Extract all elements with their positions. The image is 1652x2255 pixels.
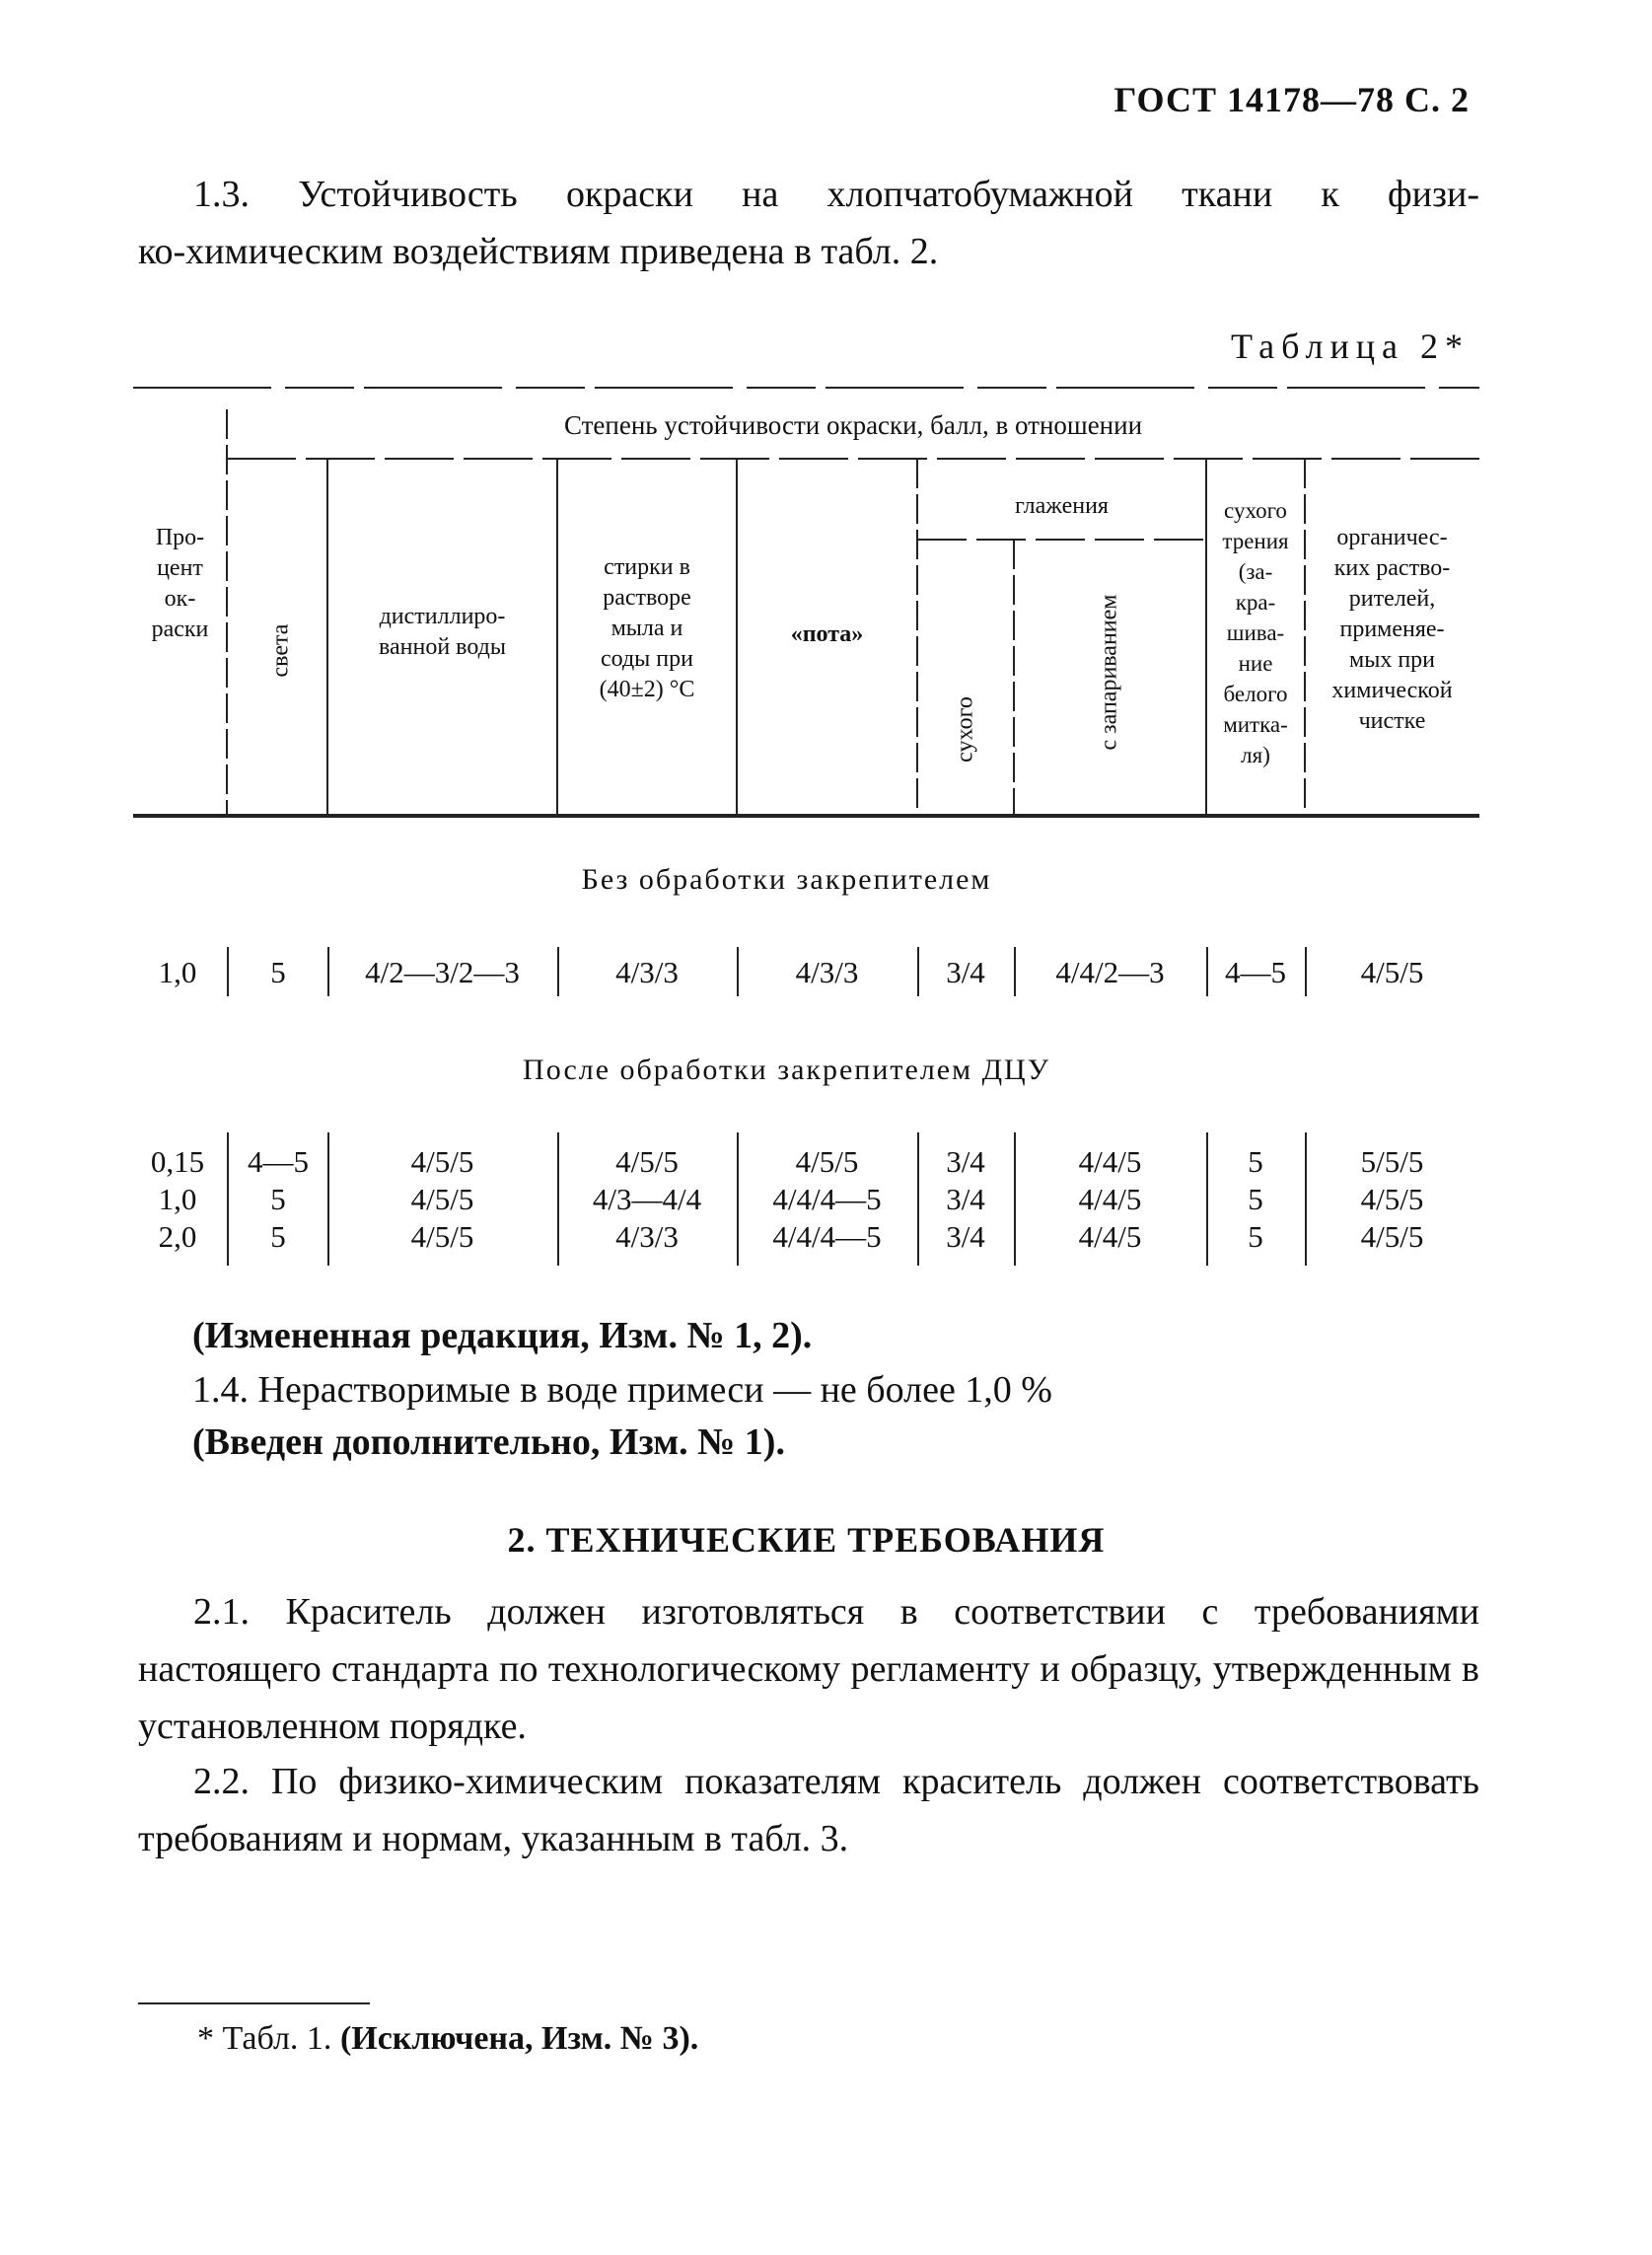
cell-ironing-dry: 3/4: [946, 1219, 985, 1254]
section1-title: Без обработки закрепителем: [581, 863, 992, 896]
footnote-text: (Исключена, Изм. № 3).: [339, 2020, 699, 2057]
cell-dry-rub: 5: [1248, 1182, 1263, 1216]
cell-organic-solvents: 4/5/5: [1360, 1182, 1424, 1216]
amended-note: (Измененная редакция, Изм. № 1, 2).: [192, 1315, 813, 1356]
table-row: [133, 955, 1479, 994]
footnote-rule: [138, 2002, 370, 2004]
cell-percent: 0,15: [150, 1144, 205, 1179]
footnote-mark: * Табл. 1.: [197, 2020, 340, 2057]
header-percent: Про- цент ок- раски: [151, 525, 209, 642]
header-sweat: «пота»: [790, 621, 864, 647]
cell-distilled-water: 4/2—3/2—3: [365, 955, 520, 989]
cell-ironing-steam: 4/4/5: [1078, 1219, 1142, 1254]
cell-sweat: 4/5/5: [795, 1144, 859, 1179]
cell-distilled-water: 4/5/5: [410, 1144, 474, 1179]
header-dry-rub: сухого трения (за- кра- шива- ние белого митка- ля): [1222, 498, 1289, 767]
cell-percent: 1,0: [158, 1182, 197, 1216]
header-ironing-dry: сухого: [952, 696, 978, 763]
clause-1-3: [138, 166, 1479, 280]
cell-organic-solvents: 4/5/5: [1360, 955, 1424, 989]
cell-light: 4—5: [248, 1144, 309, 1179]
cell-dry-rub: 5: [1248, 1144, 1263, 1179]
cell-percent: 1,0: [158, 955, 197, 989]
page-header: ГОСТ 14178—78 С. 2: [1113, 80, 1470, 119]
table-row: [133, 1144, 1479, 1184]
table-row: [133, 1219, 1479, 1259]
header-organic-solvents: органичес- ких раство- рителей, применяе- мых при химической чистке: [1331, 525, 1453, 734]
section2-title: 2. ТЕХНИЧЕСКИЕ ТРЕБОВАНИЯ: [507, 1520, 1106, 1560]
cell-distilled-water: 4/5/5: [410, 1182, 474, 1216]
header-ironing: глажения: [1015, 493, 1109, 519]
cell-light: 5: [270, 955, 286, 989]
clause-2-1: 2.1. Краситель должен изготовляться в соответствии с требованиями настоящего стандарта по технологическому регламенту и образцу, утвержденным в установленном порядке.: [138, 1591, 1479, 1747]
cell-soap-wash: 4/5/5: [615, 1144, 679, 1179]
cell-ironing-dry: 3/4: [946, 1144, 985, 1179]
cell-organic-solvents: 4/5/5: [1360, 1219, 1424, 1254]
section2-title: После обработки закрепителем ДЦУ: [523, 1054, 1050, 1086]
cell-sweat: 4/4/4—5: [772, 1219, 882, 1254]
cell-ironing-dry: 3/4: [946, 1182, 985, 1216]
cell-sweat: 4/3/3: [795, 955, 859, 989]
table-row: [133, 1182, 1479, 1221]
table-header: [133, 385, 1479, 819]
cell-ironing-steam: 4/4/5: [1078, 1144, 1142, 1179]
header-ironing-steam: с запариванием: [1096, 594, 1122, 751]
clause-1-3-line1: 1.3. Устойчивость окраски на хлопчатобумажной ткани к физи-: [193, 174, 1479, 215]
clause-1-3-line2: ко-химическим воздействиям приведена в табл. 2.: [138, 231, 939, 272]
cell-percent: 2,0: [158, 1219, 197, 1254]
cell-light: 5: [270, 1182, 286, 1216]
cell-dry-rub: 5: [1248, 1219, 1263, 1254]
cell-ironing-dry: 3/4: [946, 955, 985, 989]
footnote: [197, 2020, 698, 2058]
header-light: света: [267, 623, 294, 678]
cell-ironing-steam: 4/4/5: [1078, 1182, 1142, 1216]
introduced-note: (Введен дополнительно, Изм. № 1).: [192, 1421, 785, 1463]
cell-soap-wash: 4/3/3: [615, 1219, 679, 1254]
cell-soap-wash: 4/3—4/4: [592, 1182, 702, 1216]
clause-2-2: 2.2. По физико-химическим показателям краситель должен соответствовать требованиям и нормам, указанным в табл. 3.: [138, 1761, 1479, 1859]
clause-1-4: 1.4. Нерастворимые в воде примеси — не более 1,0 %: [192, 1369, 1052, 1411]
table-caption: Таблица 2*: [1231, 327, 1470, 366]
cell-dry-rub: 4—5: [1225, 955, 1286, 989]
header-distilled-water: дистиллиро- ванной воды: [378, 604, 506, 660]
cell-sweat: 4/4/4—5: [772, 1182, 882, 1216]
cell-organic-solvents: 5/5/5: [1360, 1144, 1424, 1179]
cell-light: 5: [270, 1219, 286, 1254]
cell-distilled-water: 4/5/5: [410, 1219, 474, 1254]
header-soap-wash: стирки в растворе мыла и соды при (40±2) °С: [599, 554, 695, 702]
cell-soap-wash: 4/3/3: [615, 955, 679, 989]
cell-ironing-steam: 4/4/2—3: [1055, 955, 1165, 989]
header-group: Степень устойчивости окраски, балл, в отношении: [563, 410, 1143, 440]
